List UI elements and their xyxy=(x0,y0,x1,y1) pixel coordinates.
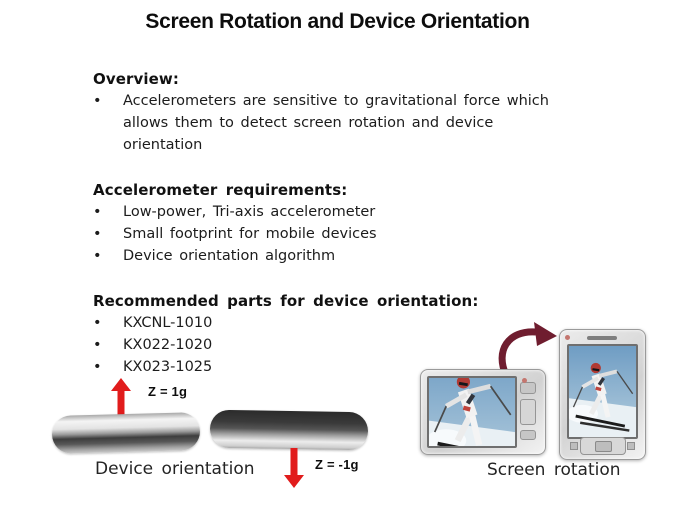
part-number: KX022-1020 xyxy=(123,337,213,353)
pda-landscape-screen xyxy=(427,376,517,448)
z-up-label: Z = 1g xyxy=(148,384,188,399)
part-number: KX023-1025 xyxy=(123,359,213,375)
pda-portrait-image xyxy=(559,329,646,460)
bullet-text: Small footprint for mobile devices xyxy=(123,226,377,242)
pda-landscape-image xyxy=(420,369,546,455)
bullet-text: Low-power, Tri-axis accelerometer xyxy=(123,204,376,220)
section-overview xyxy=(93,68,571,156)
z-down-label: Z = -1g xyxy=(315,457,359,472)
phone-face-up-image xyxy=(52,412,201,454)
section-heading: Overview: xyxy=(93,70,179,88)
bullet-text: Device orientation algorithm xyxy=(123,248,336,264)
list-item xyxy=(93,223,571,245)
section-heading: Recommended parts for device orientation: xyxy=(93,292,479,310)
part-number: KXCNL-1010 xyxy=(123,315,213,331)
pda-button-cluster xyxy=(580,437,626,455)
pda-button xyxy=(520,382,536,394)
section-heading: Accelerometer requirements: xyxy=(93,181,348,199)
skier-photo xyxy=(569,346,636,437)
camera-dot-icon xyxy=(565,335,570,340)
section-requirements xyxy=(93,179,571,267)
pda-center-button xyxy=(595,441,612,452)
screen-rotation-caption: Screen rotation xyxy=(487,460,621,480)
pda-side-controls xyxy=(519,382,537,440)
bullet-icon: • xyxy=(93,315,102,331)
phone-face-down-image xyxy=(210,410,369,451)
bullet-icon: • xyxy=(93,248,102,264)
bullet-icon: • xyxy=(93,359,102,375)
camera-dot-icon xyxy=(522,378,527,383)
down-arrow-icon xyxy=(281,448,307,488)
pda-button xyxy=(627,442,635,450)
pda-portrait-screen xyxy=(567,344,638,439)
up-arrow-icon xyxy=(108,378,134,415)
bullet-icon: • xyxy=(93,204,102,220)
skier-photo xyxy=(429,378,515,446)
pda-button xyxy=(520,399,536,425)
page-title: Screen Rotation and Device Orientation xyxy=(145,10,530,33)
bullet-icon: • xyxy=(93,93,102,109)
list-item xyxy=(93,90,571,156)
speaker-slot-icon xyxy=(587,336,617,340)
list-item xyxy=(93,201,571,223)
bullet-text: Accelerometers are sensitive to gravitational force which allows them to detect screen rotation and device orientation xyxy=(123,93,549,153)
pda-button xyxy=(520,430,536,440)
bullet-icon: • xyxy=(93,337,102,353)
bullet-icon: • xyxy=(93,226,102,242)
device-orientation-caption: Device orientation xyxy=(95,459,255,479)
pda-button xyxy=(570,442,578,450)
list-item xyxy=(93,245,571,267)
